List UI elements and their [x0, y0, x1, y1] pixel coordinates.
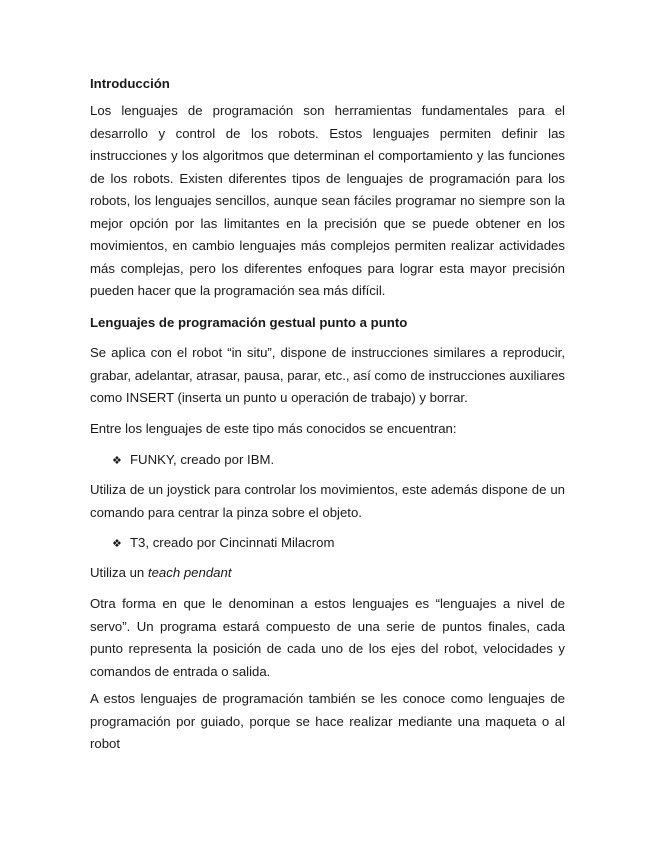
guided-paragraph: A estos lenguajes de programación también se les conoce como lenguajes de programación por guiado, porque se hace realizar mediante una maqueta o al robot — [90, 691, 565, 751]
bullet-funky — [112, 449, 274, 472]
intro-paragraph: Los lenguajes de programación son herramientas fundamentales para el desarrollo y control de los robots. Estos lenguajes permiten definir las instrucciones y los algoritmos que determinan el comportamiento y las funciones de los robots. Existen diferentes tipos de lenguajes de programación para los robots, los lenguajes sencillos, aunque sean fáciles programar no siempre son la mejor opción por las limitantes en la precisión que se puede obtener en los movimientos, en cambio lenguajes más complejos permiten realizar actividades más complejas, pero los diferentes enfoques para lograr esta mayor precisión pueden hacer que la programación sea más difícil. — [90, 103, 565, 298]
diamond-bullet-icon: ❖ — [112, 537, 122, 550]
t3-paragraph — [90, 562, 565, 585]
t3-paragraph-prefix: Utiliza un — [90, 565, 148, 580]
servo-paragraph: Otra forma en que le denominan a estos lenguajes es “lenguajes a nivel de servo”. Un programa estará compuesto de una serie de puntos finales, cada punto representa la posición de cada uno de los ejes del robot, velocidades y comandos de entrada o salida. — [90, 596, 565, 679]
t3-paragraph-italic: teach pendant — [147, 565, 232, 580]
bullet-t3 — [112, 532, 334, 555]
gestural-paragraph-1: Se aplica con el robot “in situ”, dispone de instrucciones similares a reproducir, grabar, adelantar, atrasar, pausa, parar, etc., así como de instrucciones auxiliares como INSERT (inserta un punto u operación de trabajo) y borrar. — [90, 345, 566, 405]
funky-paragraph: Utiliza de un joystick para controlar los movimientos, este además dispone de un comando para centrar la pinza sobre el objeto. — [90, 482, 565, 520]
bullet-funky-text: FUNKY, creado por IBM. — [130, 452, 275, 467]
gestural-paragraph-2: Entre los lenguajes de este tipo más conocidos se encuentran: — [90, 421, 457, 436]
diamond-bullet-icon: ❖ — [112, 454, 122, 467]
bullet-t3-text: T3, creado por Cincinnati Milacrom — [130, 535, 335, 550]
gestural-heading: Lenguajes de programación gestual punto a punto — [90, 315, 408, 330]
intro-heading: Introducción — [90, 76, 170, 91]
